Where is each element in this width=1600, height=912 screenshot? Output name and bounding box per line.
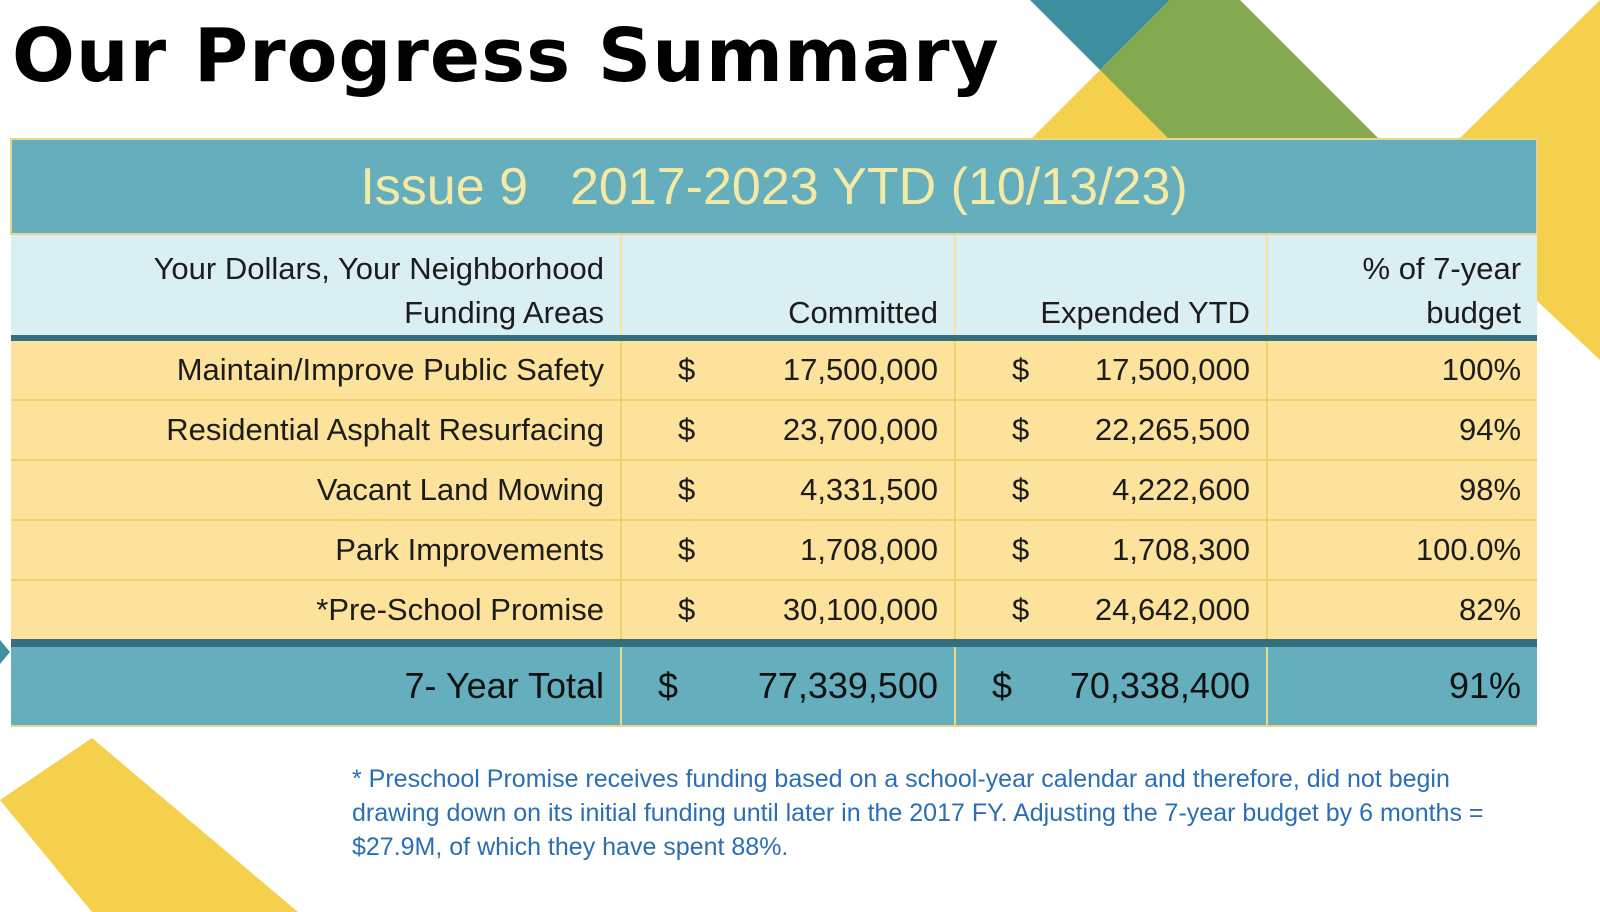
currency-symbol: $ — [678, 352, 696, 387]
total-row — [11, 643, 1537, 726]
currency-symbol: $ — [992, 665, 1013, 706]
committed-cell — [621, 400, 955, 460]
committed-amount: 17,500,000 — [782, 352, 938, 387]
header-percent-line1: % of 7-year — [1362, 251, 1522, 286]
table-row — [11, 580, 1537, 643]
committed-cell — [621, 580, 955, 643]
currency-symbol: $ — [1012, 412, 1030, 447]
percent-of-budget: 94% — [1267, 400, 1537, 460]
header-area-line2: Funding Areas — [404, 295, 604, 330]
expended-amount: 24,642,000 — [1094, 592, 1250, 627]
table-banner — [11, 139, 1537, 234]
deco-teal-marker — [0, 640, 10, 664]
expended-amount: 4,222,600 — [1112, 472, 1250, 507]
expended-cell — [955, 338, 1267, 400]
banner-issue: Issue 9 — [360, 157, 528, 216]
expended-amount: 1,708,300 — [1112, 532, 1250, 567]
percent-of-budget: 82% — [1267, 580, 1537, 643]
expended-amount: 22,265,500 — [1094, 412, 1250, 447]
committed-amount: 1,708,000 — [800, 532, 938, 567]
table-row — [11, 520, 1537, 580]
funding-area: Maintain/Improve Public Safety — [11, 338, 621, 400]
table-row — [11, 460, 1537, 520]
expended-cell — [955, 460, 1267, 520]
banner-period: 2017-2023 YTD (10/13/23) — [570, 157, 1188, 216]
total-label: 7- Year Total — [11, 643, 621, 726]
expended-cell — [955, 520, 1267, 580]
committed-cell — [621, 460, 955, 520]
currency-symbol: $ — [1012, 592, 1030, 627]
committed-amount: 30,100,000 — [782, 592, 938, 627]
table-banner-row — [11, 139, 1537, 234]
total-committed-amount: 77,339,500 — [757, 665, 938, 706]
funding-table — [10, 138, 1538, 727]
expended-cell — [955, 400, 1267, 460]
funding-area: Park Improvements — [11, 520, 621, 580]
total-expended-cell — [955, 643, 1267, 726]
funding-area: Residential Asphalt Resurfacing — [11, 400, 621, 460]
currency-symbol: $ — [678, 472, 696, 507]
header-expended: Expended YTD — [955, 234, 1267, 338]
currency-symbol: $ — [658, 665, 679, 706]
total-expended-amount: 70,338,400 — [1069, 665, 1250, 706]
currency-symbol: $ — [678, 592, 696, 627]
page-title: Our Progress Summary — [12, 13, 1000, 99]
currency-symbol: $ — [678, 532, 696, 567]
header-committed: Committed — [621, 234, 955, 338]
currency-symbol: $ — [678, 412, 696, 447]
header-percent — [1267, 234, 1537, 338]
header-funding-areas — [11, 234, 621, 338]
committed-cell — [621, 338, 955, 400]
footnote: * Preschool Promise receives funding based on a school-year calendar and therefore, did not begin drawing down on its initial funding until later in the 2017 FY. Adjusting the 7-year budget by 6 months = $27.9M, of which they have spent 88%. — [352, 765, 1484, 861]
table-row — [11, 400, 1537, 460]
header-percent-line2: budget — [1426, 295, 1522, 330]
currency-symbol: $ — [1012, 532, 1030, 567]
committed-amount: 4,331,500 — [800, 472, 938, 507]
header-area-line1: Your Dollars, Your Neighborhood — [153, 251, 604, 286]
expended-amount: 17,500,000 — [1094, 352, 1250, 387]
percent-of-budget: 100% — [1267, 338, 1537, 400]
currency-symbol: $ — [1012, 472, 1030, 507]
expended-cell — [955, 580, 1267, 643]
committed-amount: 23,700,000 — [782, 412, 938, 447]
table-row — [11, 338, 1537, 400]
funding-area: *Pre-School Promise — [11, 580, 621, 643]
committed-cell — [621, 520, 955, 580]
percent-of-budget: 98% — [1267, 460, 1537, 520]
currency-symbol: $ — [1012, 352, 1030, 387]
total-committed-cell — [621, 643, 955, 726]
percent-of-budget: 100.0% — [1267, 520, 1537, 580]
deco-yellow-bottom-left — [0, 738, 298, 912]
table-header-row — [11, 234, 1537, 338]
total-percent: 91% — [1267, 643, 1537, 726]
funding-area: Vacant Land Mowing — [11, 460, 621, 520]
